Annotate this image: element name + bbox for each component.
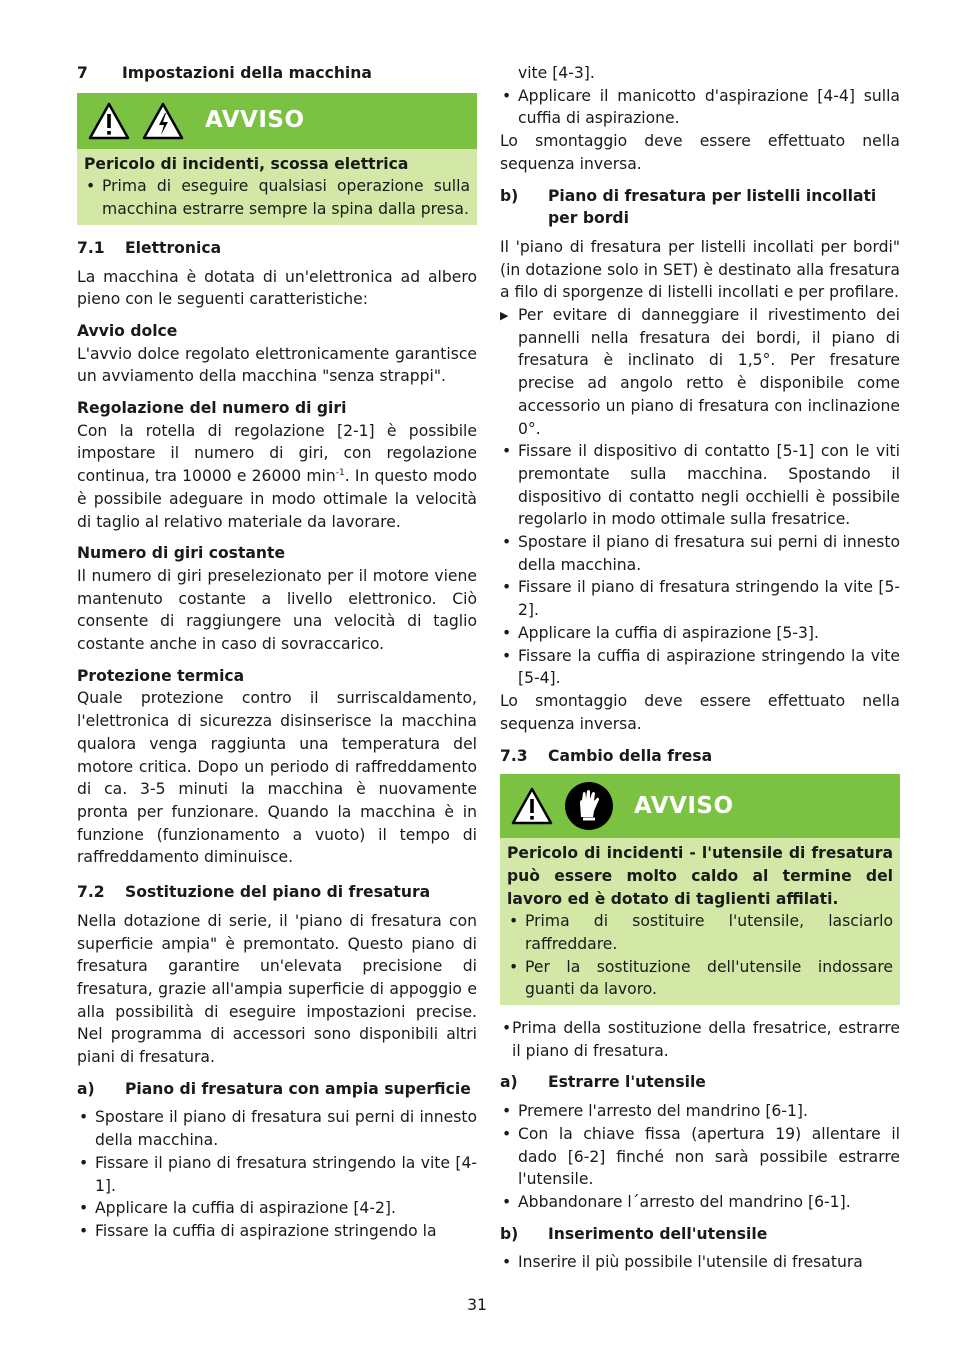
electric-shock-icon <box>141 101 185 141</box>
list-item: • Applicare il manicotto d'aspirazione [4-4] sulla cuffia di aspirazione. <box>500 85 900 130</box>
subsection-a-heading: a) Piano di fresatura con ampia superficie <box>77 1079 471 1098</box>
list-item: • Con la chiave fissa (apertura 19) allentare il dado [6-2] finché non sarà possibile estrarre l'utensile. <box>500 1123 900 1191</box>
subheading: Avvio dolce <box>77 321 178 340</box>
subsection-a-heading: a) Estrarre l'utensile <box>500 1073 706 1092</box>
warning-title: AVVISO <box>205 107 305 134</box>
warning-bar <box>77 93 477 149</box>
warning-bar <box>500 774 900 838</box>
list-item: • Spostare il piano di fresatura sui perni di innesto della macchina. <box>500 531 900 576</box>
list-7-3-pre <box>500 1017 900 1062</box>
subheading: Regolazione del numero di giri <box>77 399 347 418</box>
section-7-1-heading: 7.1 Elettronica <box>77 238 222 257</box>
list-item-continued: vite [4-3]. <box>518 64 595 82</box>
list-item: • Fissare la cuffia di aspirazione stringendo la <box>77 1220 477 1243</box>
section-heading: 7 Impostazioni della macchina <box>77 64 372 82</box>
note-item: ▶ Per evitare di danneggiare il rivestimento dei pannelli nella fresatura dei bordi, il piano di fresatura è inclinato di 1,5°. Per fresature precise ad angolo retto è disponibile come accessorio un piano di fresatura con inclinazione 0°. <box>500 304 900 440</box>
paragraph: Nella dotazione di serie, il 'piano di fresatura con superficie ampia" è premontato. Questo piano di fresatura garantire un'elevata precisione di fresatura, grazie all'ampia superficie di appoggio e alla possibilità di eseguire impostazioni precise. Nel programma di accessori sono disponibili altri piani di fresatura. <box>77 911 477 1067</box>
right-column <box>500 62 900 1274</box>
list-item: • Fissare il piano di fresatura stringendo la vite [5-2]. <box>500 576 900 621</box>
section-7-3-heading: 7.3 Cambio della fresa <box>500 747 713 766</box>
warning-body: Pericolo di incidenti - l'utensile di fresatura può essere molto caldo al termine del lavoro ed è dotato di taglienti affilati. • Prima di sostituire l'utensile, lasciarlo raffreddare. • Per la sostituzione dell'utensile indossare guanti da lavoro. <box>500 838 900 1005</box>
gloves-icon <box>564 781 614 831</box>
paragraph: L'avvio dolce regolato elettronicamente garantisce un avviamento della macchina "senza strappi". <box>77 344 477 386</box>
list-7-2-b <box>500 304 900 690</box>
list-item: • Per la sostituzione dell'utensile indossare guanti da lavoro. <box>507 956 893 1001</box>
paragraph: Lo smontaggio deve essere effettuato nella sequenza inversa. <box>500 132 900 173</box>
page-number: 31 <box>467 1296 487 1314</box>
warning-box-electric <box>77 93 477 225</box>
list-item: • Applicare la cuffia di aspirazione [4-2]. <box>77 1197 477 1220</box>
warning-triangle-icon <box>87 101 131 141</box>
warning-box-hot-tool <box>500 774 900 1005</box>
subsection-b-heading: b) Piano di fresatura per listelli incollati per bordi <box>500 186 877 228</box>
list-item: • Abbandonare l´arresto del mandrino [6-1]. <box>500 1191 900 1214</box>
list-item: • Premere l'arresto del mandrino [6-1]. <box>500 1100 900 1123</box>
subheading: Numero di giri costante <box>77 544 286 563</box>
list-item: • Fissare il dispositivo di contatto [5-1] con le viti premontate sulla macchina. Spostando il dispositivo di contatto negli occhielli è possibile regolarlo in modo ottimale sulla fresatrice. <box>500 440 900 531</box>
paragraph: Quale protezione contro il surriscaldamento, l'elettronica di sicurezza disinserisce la macchina qualora venga raggiunta una temperatura del motore critica. Dopo un periodo di raffreddamento di ca. 3-5 minuti la macchina è nuovamente pronta per funzionare. Quando la macchina è in funzione (funzionamento a vuoto) il tempo di raffreddamento diminuisce. <box>77 689 477 867</box>
warning-triangle-icon <box>510 786 554 826</box>
paragraph: Il 'piano di fresatura per listelli incollati per bordi" (in dotazione solo in SET) è destinato alla fresatura a filo di sporgenze di listelli incollati e per profilare. <box>500 237 900 302</box>
list-7-3-b <box>500 1251 900 1274</box>
list-7-2-a <box>77 1106 477 1242</box>
list-item: • Spostare il piano di fresatura sui perni di innesto della macchina. <box>77 1106 477 1151</box>
list-item: • Prima di sostituire l'utensile, lasciarlo raffreddare. <box>507 910 893 955</box>
warning-body: Pericolo di incidenti, scossa elettrica • Prima di eseguire qualsiasi operazione sulla macchina estrarre sempre la spina dalla presa. <box>77 149 477 225</box>
subheading: Protezione termica <box>77 666 245 685</box>
list-item: • Inserire il più possibile l'utensile di fresatura <box>500 1251 900 1274</box>
paragraph: Con la rotella di regolazione [2-1] è possibile impostare il numero di giri, con regolazione continua, tra 10000 e 26000 $\min^{-1}$. In questo modo è possibile adeguare in modo ottimale la velocità di taglio al relativo materiale da lavorare. <box>77 421 477 531</box>
list-item: • Fissare il piano di fresatura stringendo la vite [4-1]. <box>77 1152 477 1197</box>
warning-title: AVVISO <box>634 792 734 819</box>
list-item: • Applicare la cuffia di aspirazione [5-3]. <box>500 622 900 645</box>
list-item: • Prima di eseguire qualsiasi operazione sulla macchina estrarre sempre la spina dalla presa. <box>84 175 470 220</box>
subsection-b-heading: b) Inserimento dell'utensile <box>500 1224 768 1243</box>
section-7-2-heading: 7.2 Sostituzione del piano di fresatura <box>77 883 431 902</box>
list-7-3-a <box>500 1100 900 1214</box>
list-7-2-a-continued <box>500 62 900 130</box>
paragraph: Il numero di giri preselezionato per il motore viene mantenuto costante a livello elettronico. Ciò consente di raggiungere una velocità di taglio costante anche in caso di sovraccarico. <box>77 566 477 654</box>
list-item: • Fissare la cuffia di aspirazione stringendo la vite [5-4]. <box>500 645 900 690</box>
paragraph: La macchina è dotata di un'elettronica ad albero pieno con le seguenti caratteristiche: <box>77 267 477 309</box>
paragraph: Lo smontaggio deve essere effettuato nella sequenza inversa. <box>500 691 900 733</box>
left-column <box>77 62 477 1243</box>
list-item: • Prima della sostituzione della fresatrice, estrarre il piano di fresatura. <box>500 1017 900 1062</box>
